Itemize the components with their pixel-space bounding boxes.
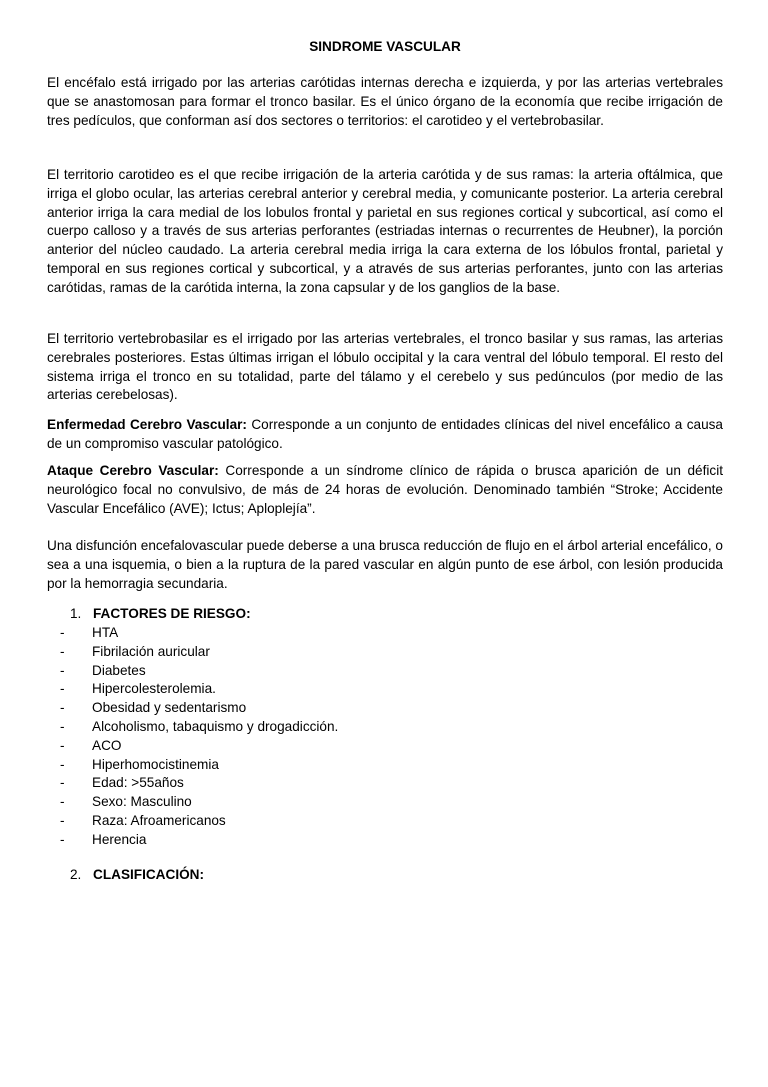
bullet-dash: - [60, 737, 65, 753]
list-item: - HTA [47, 624, 338, 643]
list-item: - Alcoholismo, tabaquismo y drogadicción. [47, 718, 338, 737]
paragraph-ecv-definition [47, 416, 723, 454]
bullet-dash: - [60, 794, 65, 810]
section-title: CLASIFICACIÓN: [93, 867, 205, 882]
section-number: 1. [70, 606, 82, 621]
bullet-dash: - [60, 681, 65, 697]
paragraph-acv-definition [47, 462, 723, 518]
paragraph-dysfunction: Una disfunción encefalovascular puede deberse a una brusca reducción de flujo en el árbol arterial encefálico, o sea a una isquemia, o bien a la ruptura de la pared vascular en algún punto de ese árbol, con lesión producida por la hemorragia secundaria. [47, 538, 723, 591]
list-item: - Diabetes [47, 662, 338, 681]
document-title: SINDROME VASCULAR [309, 39, 461, 54]
list-item: - Edad: >55años [47, 774, 338, 793]
list-item: - Hiperhomocistinemia [47, 756, 338, 775]
bullet-dash: - [60, 812, 65, 828]
list-item: - Fibrilación auricular [47, 643, 338, 662]
ecv-text: Corresponde a un conjunto de entidades clínicas del nivel encefálico a causa de un compromiso vascular patológico. [47, 417, 723, 451]
list-item: - Raza: Afroamericanos [47, 812, 338, 831]
bullet-dash: - [60, 756, 65, 772]
section-title: FACTORES DE RIESGO: [93, 606, 251, 621]
bullet-dash: - [60, 700, 65, 716]
bullet-dash: - [60, 643, 65, 659]
bullet-dash: - [60, 831, 65, 847]
bullet-dash: - [60, 625, 65, 640]
section-heading-classification [70, 866, 204, 885]
section-heading-risk-factors [70, 605, 251, 624]
risk-factor-list [47, 624, 338, 850]
bullet-dash: - [60, 662, 65, 678]
paragraph-vertebrobasilar-territory: El territorio vertebrobasilar es el irrigado por las arterias vertebrales, el tronco basilar y sus ramas, las arterias cerebrales posteriores. Estas últimas irrigan el lóbulo occipital y la cara ventral del lóbulo temporal. El resto del sistema irriga el tronco en su totalidad, parte del tálamo y el cerebelo y sus pedúnculos (por medio de las arterias cerebelosas). [47, 331, 723, 403]
bullet-dash: - [60, 775, 65, 791]
list-item: - ACO [47, 737, 338, 756]
list-item: - Obesidad y sedentarismo [47, 699, 338, 718]
paragraph-intro: El encéfalo está irrigado por las arterias carótidas internas derecha e izquierda, y por las arterias vertebrales que se anastomosan para formar el tronco basilar. Es el único órgano de la economía que recibe irrigación de tres pedículos, que conforman así dos sectores o territorios: el carotideo y el vertebrobasilar. [47, 75, 723, 128]
list-item: - Hipercolesterolemia. [47, 680, 338, 699]
ecv-term: Enfermedad Cerebro Vascular: [47, 417, 247, 432]
list-item: - Herencia [47, 831, 338, 850]
acv-term: Ataque Cerebro Vascular: [47, 463, 219, 478]
section-number: 2. [70, 867, 82, 882]
paragraph-carotid-territory: El territorio carotideo es el que recibe irrigación de la arteria carótida y de sus ramas: la arteria oftálmica, que irriga el globo ocular, las arterias cerebral anterior y cerebral media, y comunicante posterior. La arteria cerebral anterior irriga la cara medial de los lobulos frontal y parietal en sus regiones cortical y subcortical, así como el cuerpo calloso y a través de sus arterias perforantes (estriadas internas o recurrentes de Heubner), la porción anterior del núcleo caudado. La arteria cerebral media irriga la cara externa de los lóbulos frontal, parietal y temporal en sus regiones cortical y subcortical, y a através de sus arterias perforantes, junto con las arterias carótidas, ramas de la carótida interna, la zona capsular y de los ganglios de la base. [47, 167, 723, 295]
acv-text: Corresponde a un síndrome clínico de rápida o brusca aparición de un déficit neurológico focal no convulsivo, de más de 24 horas de evolución. Denominado también “Stroke; Accidente Vascular Encefálico (AVE); Ictus; Aploplejía”. [47, 463, 723, 516]
bullet-dash: - [60, 718, 65, 734]
list-item: - Sexo: Masculino [47, 793, 338, 812]
